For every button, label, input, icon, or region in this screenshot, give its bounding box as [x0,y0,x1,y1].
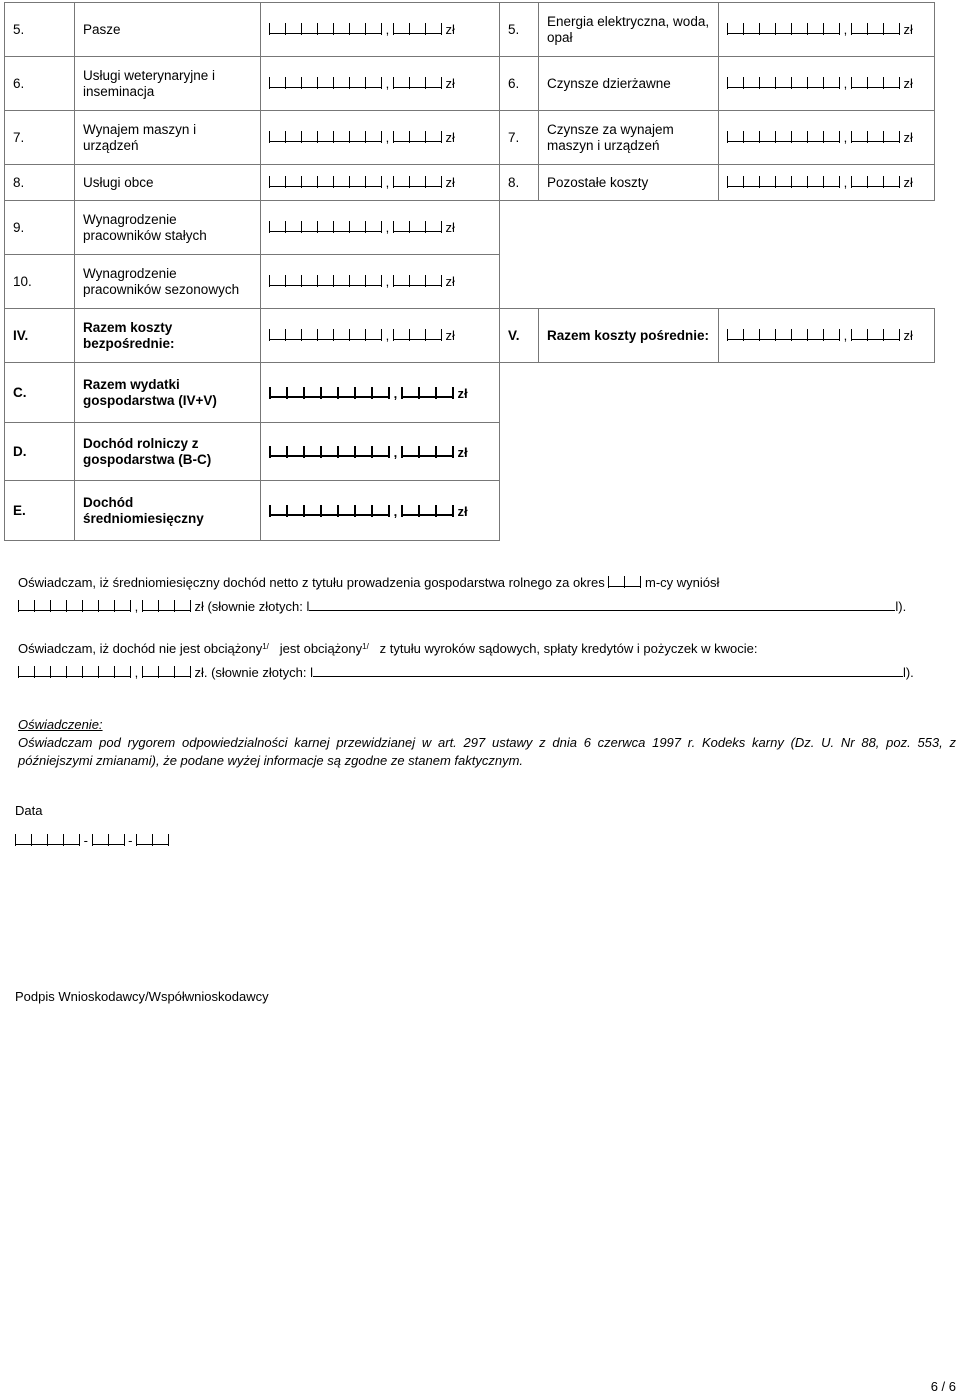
row-label: Pasze [75,3,261,57]
date-label: Data [15,803,43,818]
amount-field[interactable]: , zł [261,165,500,201]
row-number: E. [5,481,75,541]
table-row [5,481,935,541]
amount-field[interactable]: , zł [261,309,500,363]
row-number: 7. [500,111,539,165]
income-words-field[interactable]: l [306,599,895,614]
statement-block [18,716,958,770]
row-number: 7. [5,111,75,165]
row-number: 9. [5,201,75,255]
expense-table [4,2,935,541]
debt-amount-line: , zł. (słownie złotych: l l). [18,664,958,682]
table-row [5,3,935,57]
table-row [5,255,935,309]
amount-field[interactable]: , zł [261,363,500,423]
table-row [5,165,935,201]
row-number: D. [5,423,75,481]
table-row [5,363,935,423]
row-number: 5. [5,3,75,57]
amount-field[interactable]: , zł [719,57,935,111]
row-number: IV. [5,309,75,363]
amount-field[interactable]: , zł [261,481,500,541]
statement-title: Oświadczenie: [18,717,103,732]
signature-label: Podpis Wnioskodawcy/Współwnioskodawcy [15,989,269,1004]
amount-field[interactable]: , zł [719,3,935,57]
empty-cell [500,481,935,541]
row-label: Usługi weterynaryjne i inseminacja [75,57,261,111]
income-amount-line: , zł (słownie złotych: l l). [18,598,958,616]
row-label: Pozostałe koszty [539,165,719,201]
row-label: Razem koszty pośrednie: [539,309,719,363]
page-number: 6 / 6 [930,1379,956,1394]
period-months-field[interactable] [608,575,641,590]
debt-declaration: Oświadczam, iż dochód nie jest obciążony$^{1/}$ jest obciążony$^{1/}$ z tytułu wyroków sądowych, spłaty kredytów i pożyczek w kwocie: [18,641,758,656]
empty-cell [500,255,935,309]
row-number: 6. [500,57,539,111]
amount-field[interactable]: , zł [261,57,500,111]
amount-field[interactable]: , zł [261,111,500,165]
amount-field[interactable]: , zł [719,165,935,201]
amount-field[interactable]: , zł [261,3,500,57]
row-number: V. [500,309,539,363]
row-number: 10. [5,255,75,309]
row-number: C. [5,363,75,423]
income-amount-field[interactable]: , [18,599,191,614]
row-label: Dochód średniomiesięczny [75,481,261,541]
row-number: 6. [5,57,75,111]
amount-field[interactable]: , zł [719,309,935,363]
row-label: Razem wydatki gospodarstwa (IV+V) [75,363,261,423]
row-label: Usługi obce [75,165,261,201]
amount-field[interactable]: , zł [261,255,500,309]
amount-field[interactable]: , zł [261,201,500,255]
row-number: 5. [500,3,539,57]
row-label: Czynsze za wynajem maszyn i urządzeń [539,111,719,165]
row-label: Czynsze dzierżawne [539,57,719,111]
amount-field[interactable]: , zł [719,111,935,165]
empty-cell [500,423,935,481]
table-row [5,201,935,255]
row-number: 8. [5,165,75,201]
row-label: Dochód rolniczy z gospodarstwa (B-C) [75,423,261,481]
table-row [5,423,935,481]
empty-cell [500,201,935,255]
row-label: Wynajem maszyn i urządzeń [75,111,261,165]
row-label: Razem koszty bezpośrednie: [75,309,261,363]
date-field[interactable]: - - [15,832,955,850]
row-label: Energia elektryczna, woda, opał [539,3,719,57]
row-number: 8. [500,165,539,201]
statement-text: Oświadczam pod rygorem odpowiedzialności karnej przewidzianej w art. 297 ustawy z dnia 6 czerwca 1997 r. Kodeks karny (Dz. U. Nr 88, poz. 553, z późniejszymi zmianami), że podane wyżej informacje są zgodne ze stanem faktycznym. [18,735,956,768]
table-row [5,309,935,363]
empty-cell [500,363,935,423]
row-label: Wynagrodzenie pracowników stałych [75,201,261,255]
debt-words-field[interactable]: l [310,665,903,680]
amount-field[interactable]: , zł [261,423,500,481]
income-declaration: Oświadczam, iż średniomiesięczny dochód netto z tytułu prowadzenia gospodarstwa rolnego za okres m-cy wyniósł [18,575,720,590]
debt-amount-field[interactable]: , [18,665,191,680]
row-label: Wynagrodzenie pracowników sezonowych [75,255,261,309]
table-row [5,57,935,111]
table-row [5,111,935,165]
